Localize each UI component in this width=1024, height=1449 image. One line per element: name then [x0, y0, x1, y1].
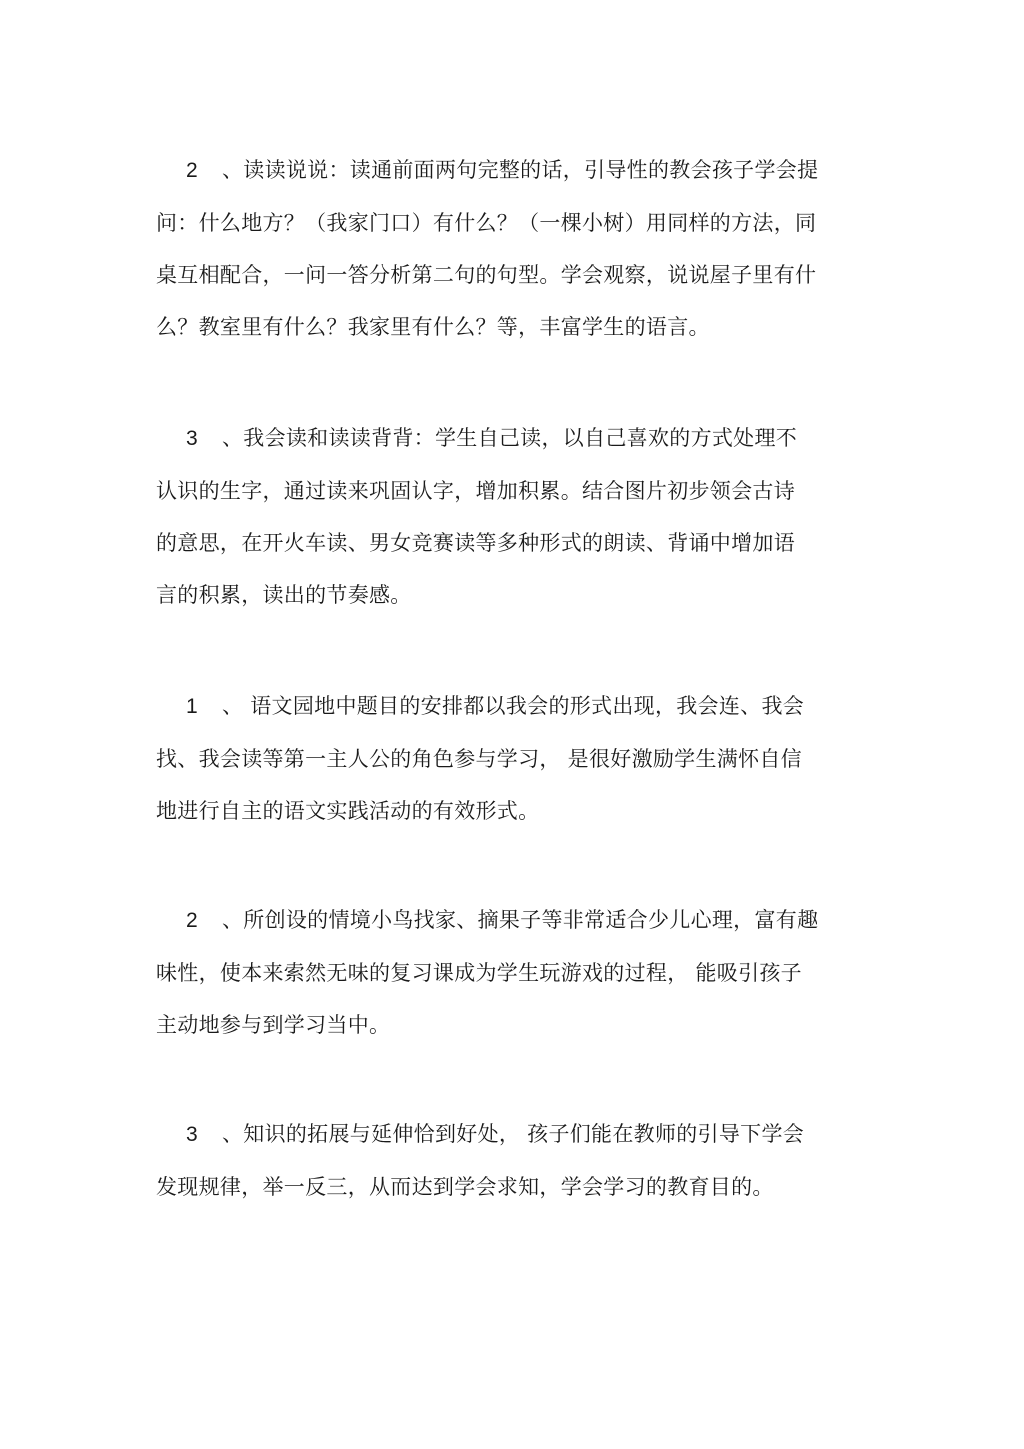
paragraph-line: 找、我会读等第一主人公的角色参与学习， 是很好激励学生满怀自信	[156, 747, 802, 771]
paragraph-line: 地进行自主的语文实践活动的有效形式。	[156, 799, 540, 823]
paragraph-line	[156, 894, 868, 947]
paragraph-line: 桌互相配合，一问一答分析第二句的句型。学会观察，说说屋子里有什	[156, 263, 817, 287]
line-text: 、所创设的情境小鸟找家、摘果子等非常适合少儿心理，富有趣	[221, 908, 819, 932]
line-text: 、我会读和读读背背：学生自己读，以自己喜欢的方式处理不	[221, 426, 798, 450]
paragraph-line: 的意思，在开火车读、男女竞赛读等多种形式的朗读、背诵中增加语	[156, 531, 795, 555]
paragraph-line: 发现规律，举一反三，从而达到学会求知，学会学习的教育目的。	[156, 1175, 774, 1199]
item-number: 1	[186, 695, 198, 718]
paragraph-line: 么？教室里有什么？我家里有什么？等，丰富学生的语言。	[156, 315, 710, 339]
item-number: 3	[186, 1123, 198, 1146]
line-text: 、读读说说：读通前面两句完整的话，引导性的教会孩子学会提	[221, 158, 819, 182]
paragraph-line: 认识的生字，通过读来巩固认字，增加积累。结合图片初步领会古诗	[156, 479, 795, 503]
paragraph-read-and-recite	[156, 412, 868, 621]
paragraph-situation-design	[156, 894, 868, 1051]
paragraph-line: 言的积累，读出的节奏感。	[156, 583, 412, 607]
paragraph-language-garden	[156, 680, 868, 837]
paragraph-read-and-speak	[156, 144, 868, 353]
paragraph-line	[156, 680, 868, 733]
paragraph-knowledge-extension	[156, 1108, 868, 1213]
paragraph-line	[156, 1108, 868, 1161]
item-number: 2	[186, 159, 198, 182]
line-text: 、 语文园地中题目的安排都以我会的形式出现，我会连、我会	[221, 694, 805, 718]
paragraph-line: 问：什么地方？（我家门口）有什么？（一棵小树）用同样的方法，同	[156, 211, 817, 235]
paragraph-line: 主动地参与到学习当中。	[156, 1013, 391, 1037]
paragraph-line: 味性，使本来索然无味的复习课成为学生玩游戏的过程， 能吸引孩子	[156, 961, 802, 985]
paragraph-line	[156, 412, 868, 465]
paragraph-line	[156, 144, 868, 197]
line-text: 、知识的拓展与延伸恰到好处， 孩子们能在教师的引导下学会	[221, 1122, 805, 1146]
item-number: 3	[186, 427, 198, 450]
item-number: 2	[186, 909, 198, 932]
